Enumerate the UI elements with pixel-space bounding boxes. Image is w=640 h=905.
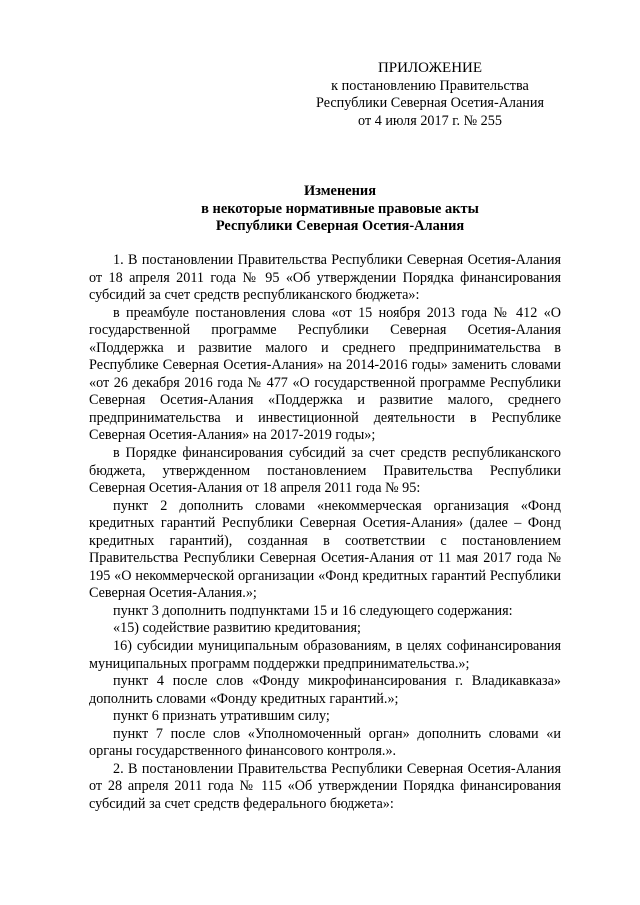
paragraph-6: «15) содействие развитию кредитования; xyxy=(113,620,361,637)
appendix-line-2: Республики Северная Осетия-Алания xyxy=(315,95,544,112)
document-heading xyxy=(60,183,620,236)
appendix-title: ПРИЛОЖЕНИЕ xyxy=(377,60,483,76)
appendix-line-1: к постановлению Правительства xyxy=(331,77,529,94)
paragraph-9: пункт 6 признать утратившим силу; xyxy=(113,708,330,725)
appendix-block xyxy=(300,60,560,130)
paragraph-8: пункт 4 после слов «Фонду микрофинансирования г. Владикавказа» дополнить словами «Фонду кредитных гарантий.»; xyxy=(89,673,561,707)
paragraph-11: 2. В постановлении Правительства Республики Северная Осетия-Алания от 28 апреля 2011 года № 115 «Об утверждении Порядка финансирования субсидий за счет средств федерального бюджета»: xyxy=(89,760,561,812)
heading-line-2: в некоторые нормативные правовые акты xyxy=(201,200,479,217)
heading-line-1: Изменения xyxy=(303,183,376,199)
document-body xyxy=(89,252,561,814)
heading-line-3: Республики Северная Осетия-Алания xyxy=(215,218,465,234)
paragraph-5: пункт 3 дополнить подпунктами 15 и 16 следующего содержания: xyxy=(113,602,513,619)
paragraph-10: пункт 7 после слов «Уполномоченный орган» дополнить словами «и органы государственного финансового контроля.». xyxy=(89,725,561,760)
paragraph-1: 1. В постановлении Правительства Республики Северная Осетия-Алания от 18 апреля 2011 года № 95 «Об утверждении Порядка финансирования субсидий за счет средств республиканского бюджета»: xyxy=(89,252,561,304)
paragraph-4: пункт 2 дополнить словами «некоммерческая организация «Фонд кредитных гарантий Республики Северная Осетия-Алания» (далее – Фонд кредитных гарантий), созданная в соответствии с постановлением Правительства Республики Северная Осетия-Алания от 11 мая 2017 года № 195 «О некоммерческой организации «Фонд кредитных гарантий Республики Северная Осетия-Алания.»; xyxy=(89,497,561,602)
paragraph-2: в преамбуле постановления слова «от 15 ноября 2013 года № 412 «О государственной программе Республики Северная Осетия-Алания «Поддержка и развитие малого и среднего предпринимательства в Республике Северная Осетия-Алания» на 2014-2016 годы» заменить словами «от 26 декабря 2016 года № 477 «О государственной программе Республики Северная Осетия-Алания «Поддержка и развитие малого, среднего предпринимательства и инвестиционной деятельности в Республике Северная Осетия-Алания» на 2017-2019 годы»; xyxy=(89,304,561,444)
appendix-line-3: от 4 июля 2017 г. № 255 xyxy=(358,112,502,129)
paragraph-7: 16) субсидии муниципальным образованиям, в целях софинансирования муниципальных программ поддержки предпринимательства.»; xyxy=(89,638,561,672)
paragraph-3: в Порядке финансирования субсидий за счет средств республиканского бюджета, утвержденном постановлением Правительства Республики Северная Осетия-Алания от 18 апреля 2011 года № 95: xyxy=(89,445,561,497)
